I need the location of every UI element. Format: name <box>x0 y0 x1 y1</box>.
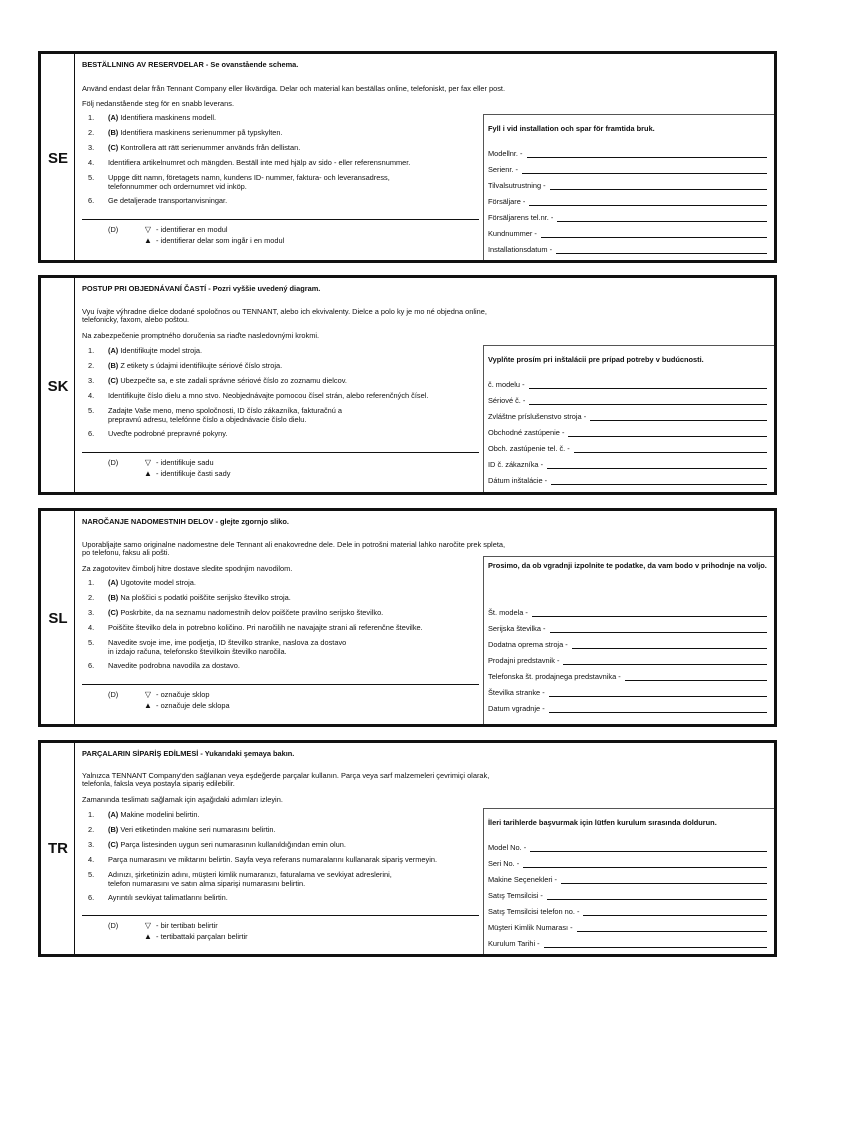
intro-text: Vyu ívajte výhradne dielce dodané spoločnos ou TENNANT, alebo ich ekvivalenty. Dielce a polo ky je mo né objedna online, <box>82 307 487 316</box>
form-field[interactable]: ID č. zákazníka - <box>488 457 767 469</box>
open-triangle-icon: ▽ <box>144 921 152 930</box>
divider <box>82 452 479 453</box>
language-code: SL <box>48 610 68 627</box>
intro-text: Använd endast delar från Tennant Company eller likvärdiga. Delar och material kan beställas online, telefoniskt, per fax eller post. <box>82 84 506 93</box>
form-field[interactable]: Installationsdatum - <box>488 242 767 254</box>
filled-triangle-icon: ▲ <box>144 932 152 941</box>
step-item: 2. (B) Veri etiketinden makine seri numarasını belirtin. <box>88 825 276 834</box>
section-sk <box>38 275 777 495</box>
step-item: 2. (B) Identifiera maskinens serienummer på typskylten. <box>88 128 283 137</box>
form-field[interactable]: Telefonska št. prodajnega predstavnika - <box>488 669 767 681</box>
form-heading: Prosimo, da ob vgradnji izpolnite te podatke, da vam bodo v prihodnje na voljo. <box>488 561 767 570</box>
language-column <box>41 511 75 724</box>
form-field[interactable]: Št. modela - <box>488 605 767 617</box>
intro-text: po telefonu, faksu ali pošti. <box>82 548 170 557</box>
form-field[interactable]: Kundnummer - <box>488 226 767 238</box>
language-code: SK <box>47 378 69 395</box>
language-column <box>41 743 75 954</box>
form-heading: Vyplňte prosím pri inštalácii pre prípad potreby v budúcnosti. <box>488 355 704 364</box>
step-item: 6. Ge detaljerade transportanvisningar. <box>88 196 228 205</box>
installation-form <box>483 114 774 260</box>
step-item: 5. Adınızı, şirketinizin adını, müşteri kimlik numaranızı, faturalama ve sevkiyat adreslerini, telefon numarasını ve satın alma siparişi numarasını belirtin. <box>88 870 392 888</box>
form-field[interactable]: Kurulum Tarihi - <box>488 936 767 948</box>
form-field[interactable]: Serienr. - <box>488 162 767 174</box>
legend: (D) ▽ - bir tertibatı belirtir ▲ - tertibattaki parçaları belirtir <box>108 921 248 941</box>
section-title: PARÇALARIN SİPARİŞ EDİLMESİ - Yukarıdaki şemaya bakın. <box>82 749 295 758</box>
step-item: 2. (B) Na ploščici s podatki poiščite serijsko številko stroja. <box>88 593 291 602</box>
form-field[interactable]: Številka stranke - <box>488 685 767 697</box>
form-field[interactable]: Obchodné zastúpenie - <box>488 425 767 437</box>
section-sl <box>38 508 777 727</box>
form-field[interactable]: Müşteri Kimlik Numarası - <box>488 920 767 932</box>
step-item: 1. (A) Identifiera maskinens modell. <box>88 113 217 122</box>
intro-text: Följ nedanstående steg för en snabb leverans. <box>82 99 235 108</box>
form-heading: Fyll i vid installation och spar för framtida bruk. <box>488 124 655 133</box>
form-field[interactable]: Dátum inštalácie - <box>488 473 767 485</box>
legend: (D) ▽ - identifikuje sadu ▲ - identifikuje časti sady <box>108 458 231 478</box>
step-item: 6. Uveďte podrobné prepravné pokyny. <box>88 429 228 438</box>
step-item: 1. (A) Ugotovite model stroja. <box>88 578 196 587</box>
form-field[interactable]: Datum vgradnje - <box>488 701 767 713</box>
intro-text: Na zabezpečenie promptného doručenia sa riaďte nasledovnými krokmi. <box>82 331 320 340</box>
intro-text: telefonicky, faxom, alebo poštou. <box>82 315 190 324</box>
form-field[interactable]: Makine Seçenekleri - <box>488 872 767 884</box>
step-item: 5. Navedite svoje ime, ime podjetja, ID številko stranke, naslova za dostavo in izdajo računa, telefonsko številkoin številko naročila. <box>88 638 347 656</box>
form-field[interactable]: Satış Temsilcisi - <box>488 888 767 900</box>
installation-form <box>483 345 774 492</box>
form-field[interactable]: Satış Temsilcisi telefon no. - <box>488 904 767 916</box>
intro-text: Za zagotovitev čimbolj hitre dostave sledite spodnjim navodilom. <box>82 564 293 573</box>
step-item: 6. Navedite podrobna navodila za dostavo. <box>88 661 240 670</box>
section-title: NAROČANJE NADOMESTNIH DELOV - glejte zgornjo sliko. <box>82 517 289 526</box>
form-field[interactable]: Försäljare - <box>488 194 767 206</box>
form-field[interactable]: Försäljarens tel.nr. - <box>488 210 767 222</box>
step-item: 4. Poiščite številko dela in potrebno količino. Pri naročilih ne navajajte strani ali referenčne številke. <box>88 623 423 632</box>
form-field[interactable]: č. modelu - <box>488 377 767 389</box>
language-column <box>41 278 75 492</box>
section-content <box>82 743 774 954</box>
step-item: 5. Zadajte Vaše meno, meno spoločnosti, ID číslo zákazníka, fakturačnú a prepravnú adresu, telefónne číslo a objednávacie číslo dielu. <box>88 406 343 424</box>
step-item: 1. (A) Identifikujte model stroja. <box>88 346 203 355</box>
divider <box>82 915 479 916</box>
form-field[interactable]: Obch. zastúpenie tel. č. - <box>488 441 767 453</box>
filled-triangle-icon: ▲ <box>144 236 152 245</box>
step-item: 4. Identifiera artikelnumret och mängden. Beställ inte med hjälp av sido - eller referensnummer. <box>88 158 411 167</box>
filled-triangle-icon: ▲ <box>144 701 152 710</box>
step-item: 4. Parça numarasını ve miktarını belirtin. Sayfa veya referans numaralarını kullanarak sipariş vermeyin. <box>88 855 438 864</box>
divider <box>82 219 479 220</box>
intro-text: Uporabljajte samo originalne nadomestne dele Tennant ali enakovredne dele. Dele in potrošni material lahko naročite prek spleta, <box>82 540 506 549</box>
section-se <box>38 51 777 263</box>
intro-text: Yalnızca TENNANT Company'den sağlanan veya eşdeğerde parçalar kullanın. Parça veya sarf malzemeleri çevrimiçi olarak, <box>82 771 490 780</box>
form-field[interactable]: Model No. - <box>488 840 767 852</box>
intro-text: Zamanında teslimatı sağlamak için aşağıdaki adımları izleyin. <box>82 795 283 804</box>
legend: (D) ▽ - označuje sklop ▲ - označuje dele sklopa <box>108 690 230 710</box>
form-field[interactable]: Prodajni predstavnik - <box>488 653 767 665</box>
form-field[interactable]: Tilvalsutrustning - <box>488 178 767 190</box>
installation-form <box>483 808 774 954</box>
installation-form <box>483 556 774 724</box>
language-column <box>41 54 75 260</box>
step-item: 3. (C) Poskrbite, da na seznamu nadomestnih delov poiščete pravilno serijsko številko. <box>88 608 384 617</box>
section-content <box>82 511 774 724</box>
intro-text: telefonla, faksla veya postayla sipariş edilebilir. <box>82 779 235 788</box>
step-item: 4. Identifikujte číslo dielu a mno stvo. Neobjednávajte pomocou čísel strán, alebo referenčných čísel. <box>88 391 429 400</box>
form-field[interactable]: Modellnr. - <box>488 146 767 158</box>
step-item: 5. Uppge ditt namn, företagets namn, kundens ID- nummer, faktura- och leveransadress, telefonnummer och ordernumret vid inköp. <box>88 173 390 191</box>
section-tr <box>38 740 777 957</box>
legend: (D) ▽ - identifierar en modul ▲ - identifierar delar som ingår i en modul <box>108 225 285 245</box>
step-item: 6. Ayrıntılı sevkiyat talimatlarını belirtin. <box>88 893 228 902</box>
form-field[interactable]: Serijska številka - <box>488 621 767 633</box>
step-item: 3. (C) Parça listesinden uygun seri numarasının kullanıldığından emin olun. <box>88 840 346 849</box>
section-title: BESTÄLLNING AV RESERVDELAR - Se ovanstående schema. <box>82 60 299 69</box>
section-content <box>82 54 774 260</box>
step-item: 3. (C) Kontrollera att rätt serienummer används från dellistan. <box>88 143 301 152</box>
step-item: 2. (B) Z etikety s údajmi identifikujte sériové číslo stroja. <box>88 361 283 370</box>
section-content <box>82 278 774 492</box>
language-code: SE <box>47 150 68 167</box>
open-triangle-icon: ▽ <box>144 690 152 699</box>
form-field[interactable]: Zvláštne príslušenstvo stroja - <box>488 409 767 421</box>
step-item: 3. (C) Ubezpečte sa, e ste zadali správne sériové číslo zo zoznamu dielcov. <box>88 376 347 385</box>
filled-triangle-icon: ▲ <box>144 469 152 478</box>
form-heading: İleri tarihlerde başvurmak için lütfen kurulum sırasında doldurun. <box>488 818 717 827</box>
form-field[interactable]: Sériové č. - <box>488 393 767 405</box>
form-field[interactable]: Seri No. - <box>488 856 767 868</box>
open-triangle-icon: ▽ <box>144 225 152 234</box>
divider <box>82 684 479 685</box>
language-code: TR <box>48 840 68 857</box>
open-triangle-icon: ▽ <box>144 458 152 467</box>
step-item: 1. (A) Makine modelini belirtin. <box>88 810 200 819</box>
form-field[interactable]: Dodatna oprema stroja - <box>488 637 767 649</box>
section-title: POSTUP PRI OBJEDNÁVANÍ ČASTÍ - Pozri vyššie uvedený diagram. <box>82 284 321 293</box>
